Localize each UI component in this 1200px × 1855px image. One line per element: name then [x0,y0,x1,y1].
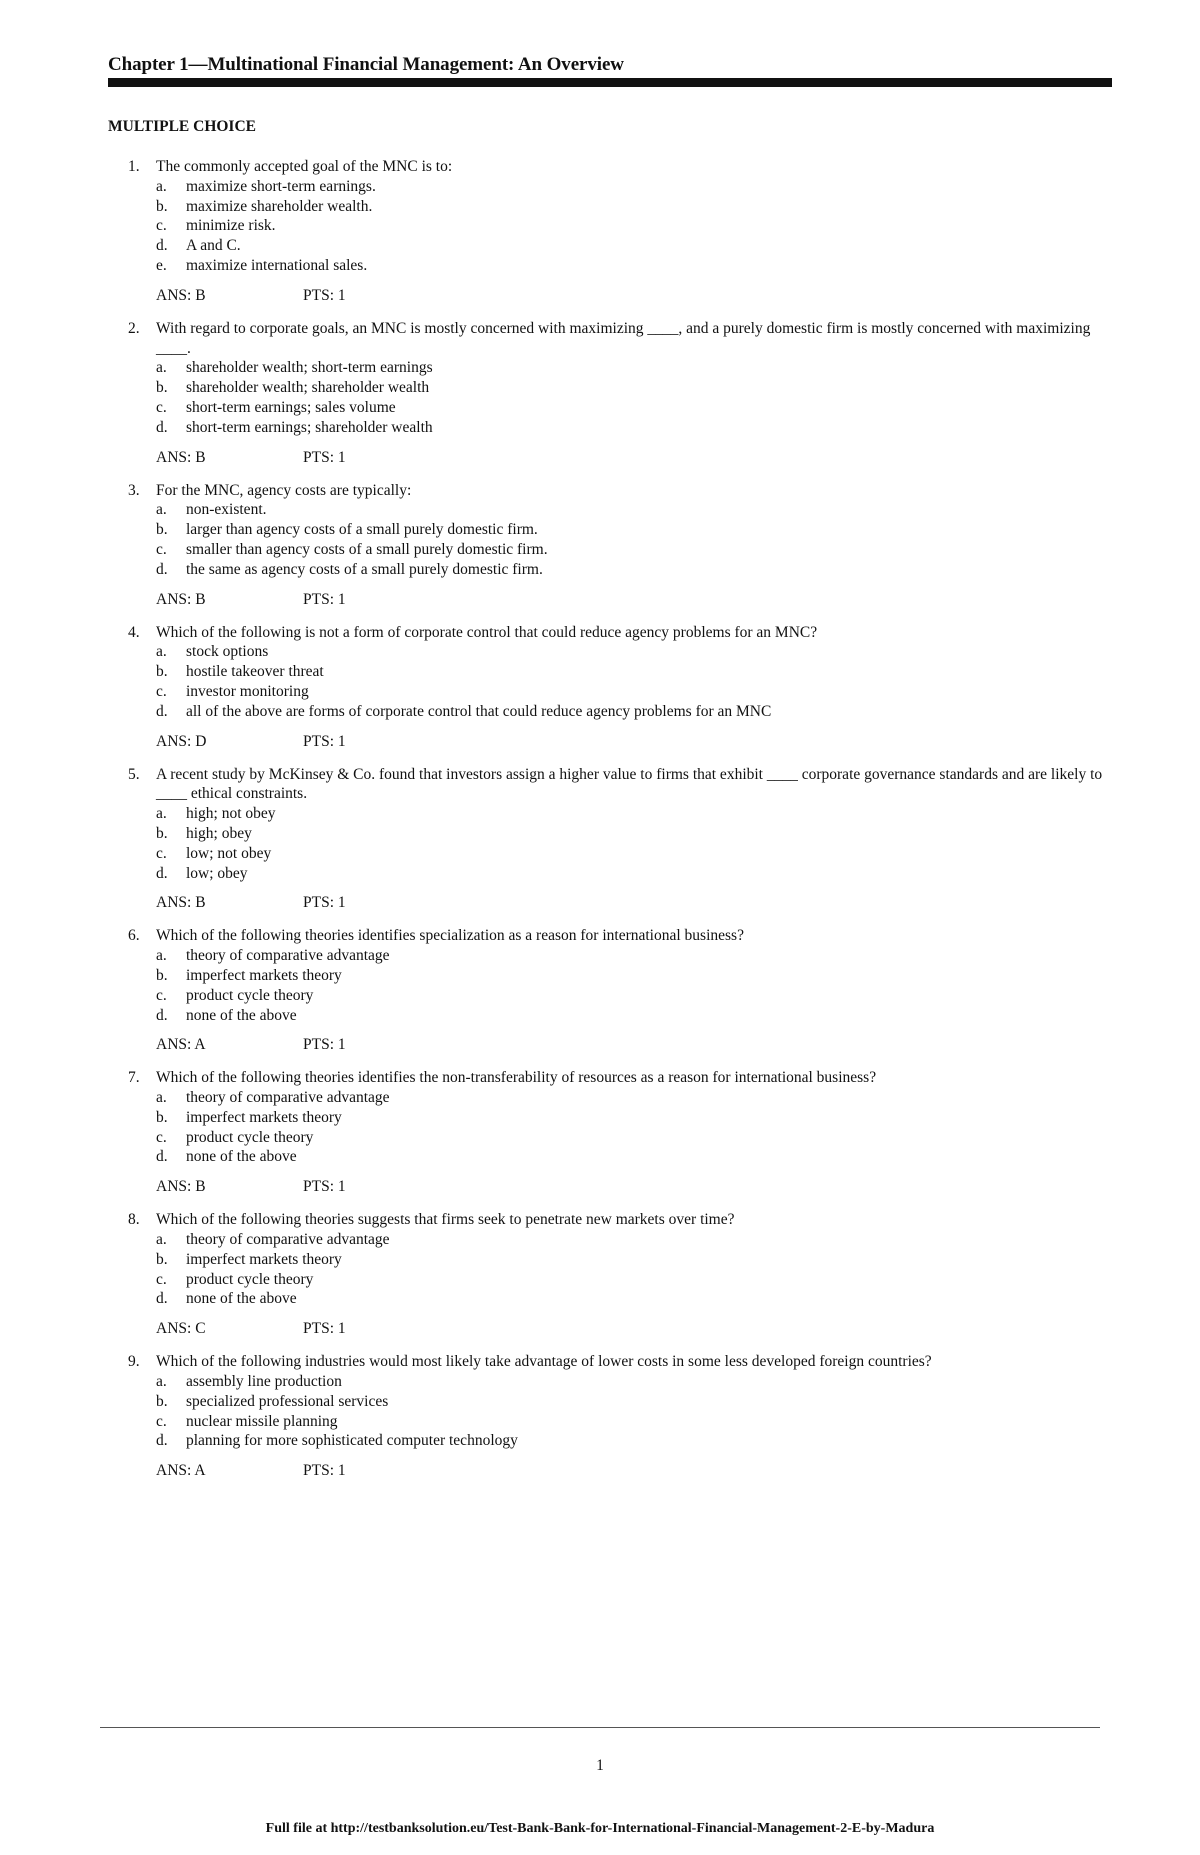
choice-list [0,500,1200,579]
choice-item [0,256,1200,276]
choice-item [0,1088,1200,1108]
choice-text: product cycle theory [186,986,314,1004]
choice-item [0,1108,1200,1128]
choice-item [0,1392,1200,1412]
choice-letter: b. [156,379,168,397]
question-number: 1. [128,158,140,175]
answer-row [0,1035,1200,1055]
choice-letter: c. [156,1412,167,1430]
choice-item [0,418,1200,438]
choice-text: the same as agency costs of a small purely domestic firm. [186,560,543,578]
choice-text: low; not obey [186,844,272,862]
choice-item [0,500,1200,520]
answer-row [0,448,1200,468]
choice-letter: b. [156,824,168,842]
question-stem [0,1352,1200,1372]
footer-link[interactable]: Full file at http://testbanksolution.eu/Test-Bank-Bank-for-International-Financial-Management-2-E-by-Madura [265,1821,935,1836]
choice-text: high; not obey [186,805,276,823]
choice-text: nuclear missile planning [186,1412,338,1430]
choice-letter: a. [156,805,167,823]
choice-item [0,966,1200,986]
choice-text: all of the above are forms of corporate control that could reduce agency problems for an MNC [186,702,772,720]
choice-text: theory of comparative advantage [186,1231,390,1249]
choice-item [0,1412,1200,1432]
question-number: 9. [128,1353,140,1371]
choice-text: non-existent. [186,501,267,519]
choice-text: assembly line production [186,1373,342,1391]
choice-item [0,662,1200,682]
choice-item [0,197,1200,217]
choice-letter: e. [156,256,167,274]
question-item [0,157,1200,306]
points-value: PTS: 1 [303,590,346,608]
question-stem [0,319,1200,359]
answer-row [0,893,1200,913]
page-number: 1 [596,1757,604,1774]
answer-key: ANS: B [156,1178,206,1196]
choice-text: short-term earnings; shareholder wealth [186,418,433,436]
choice-letter: b. [156,1392,168,1410]
choice-letter: d. [156,1432,168,1450]
question-stem [0,926,1200,946]
choice-text: imperfect markets theory [186,1250,342,1268]
answer-row [0,590,1200,610]
choice-item [0,804,1200,824]
answer-row [0,1177,1200,1197]
question-text: The commonly accepted goal of the MNC is to: [156,158,453,175]
points-value: PTS: 1 [303,894,346,912]
question-number: 5. [128,765,140,783]
question-stem [0,623,1200,643]
choice-letter: d. [156,702,168,720]
choice-letter: a. [156,359,167,377]
choice-letter: b. [156,966,168,984]
choice-text: product cycle theory [186,1270,314,1288]
choice-letter: d. [156,237,168,255]
choice-text: theory of comparative advantage [186,1089,390,1107]
choice-text: maximize shareholder wealth. [186,197,373,215]
answer-key: ANS: B [156,448,206,466]
choice-text: hostile takeover threat [186,663,324,681]
choice-letter: d. [156,1148,168,1166]
question-item [0,1210,1200,1339]
choice-letter: c. [156,1128,167,1146]
answer-row [0,1461,1200,1481]
choice-text: imperfect markets theory [186,966,342,984]
question-item [0,623,1200,752]
choice-item [0,986,1200,1006]
question-number: 8. [128,1211,140,1229]
answer-key: ANS: D [156,732,207,750]
choice-item [0,1250,1200,1270]
choice-letter: a. [156,643,167,661]
choice-letter: a. [156,177,167,195]
choice-letter: b. [156,1108,168,1126]
choice-list [0,946,1200,1025]
choice-item [0,177,1200,197]
question-text: A recent study by McKinsey & Co. found that investors assign a higher value to firms that exhibit ____ corporate governance standards and are likely to ____ ethical constraints. [156,765,1103,803]
points-value: PTS: 1 [303,1036,346,1054]
choice-item [0,236,1200,256]
choice-letter: d. [156,1290,168,1308]
points-value: PTS: 1 [303,732,346,750]
choice-item [0,1128,1200,1148]
choice-letter: a. [156,1089,167,1107]
choice-letter: c. [156,398,167,416]
question-number: 7. [128,1069,140,1087]
choice-text: product cycle theory [186,1128,314,1146]
choice-list [0,1372,1200,1451]
choice-item [0,1270,1200,1290]
choice-item [0,398,1200,418]
points-value: PTS: 1 [303,286,346,304]
title-rule [108,78,1112,87]
answer-key: ANS: A [156,1036,206,1054]
choice-letter: d. [156,864,168,882]
choice-letter: d. [156,560,168,578]
choice-letter: c. [156,844,167,862]
choice-item [0,216,1200,236]
choice-text: theory of comparative advantage [186,947,390,965]
points-value: PTS: 1 [303,1178,346,1196]
choice-item [0,1372,1200,1392]
choice-text: smaller than agency costs of a small purely domestic firm. [186,540,548,558]
choice-text: short-term earnings; sales volume [186,398,396,416]
choice-item [0,1147,1200,1167]
answer-key: ANS: C [156,1320,206,1338]
choice-text: none of the above [186,1290,297,1308]
question-text: Which of the following industries would most likely take advantage of lower costs in some less developed foreign countries? [156,1353,932,1371]
answer-row [0,732,1200,752]
choice-item [0,520,1200,540]
choice-letter: b. [156,197,168,215]
choice-letter: a. [156,1231,167,1249]
choice-item [0,560,1200,580]
points-value: PTS: 1 [303,1462,346,1480]
choice-text: maximize international sales. [186,256,368,274]
choice-item [0,642,1200,662]
question-item [0,765,1200,914]
chapter-title: Chapter 1—Multinational Financial Management: An Overview [108,54,624,75]
question-text: Which of the following theories identifies the non-transferability of resources as a reason for international business? [156,1069,877,1087]
choice-list [0,177,1200,276]
choice-letter: d. [156,1006,168,1024]
question-text: Which of the following theories identifies specialization as a reason for international business? [156,927,744,945]
choice-text: none of the above [186,1148,297,1166]
choice-letter: a. [156,947,167,965]
choice-letter: c. [156,540,167,558]
choice-item [0,1006,1200,1026]
choice-item [0,682,1200,702]
question-number: 6. [128,927,140,945]
choice-text: maximize short-term earnings. [186,177,376,195]
question-item [0,319,1200,468]
choice-list [0,642,1200,721]
question-text: For the MNC, agency costs are typically: [156,481,412,499]
choice-item [0,946,1200,966]
choice-letter: b. [156,663,168,681]
question-text: Which of the following is not a form of corporate control that could reduce agency problems for an MNC? [156,623,818,641]
question-stem [0,157,1200,177]
choice-item [0,864,1200,884]
question-number: 4. [128,623,140,641]
choice-text: A and C. [186,237,241,255]
question-stem [0,1210,1200,1230]
answer-key: ANS: B [156,286,206,304]
question-stem [0,481,1200,501]
choice-item [0,358,1200,378]
footer-rule [100,1727,1100,1728]
choice-text: shareholder wealth; shareholder wealth [186,379,430,397]
question-item [0,481,1200,610]
choice-letter: b. [156,521,168,539]
choice-list [0,804,1200,883]
choice-item [0,1431,1200,1451]
choice-letter: a. [156,501,167,519]
choice-text: none of the above [186,1006,297,1024]
answer-row [0,1319,1200,1339]
choice-item [0,378,1200,398]
choice-text: larger than agency costs of a small purely domestic firm. [186,521,538,539]
choice-letter: c. [156,986,167,1004]
choice-text: shareholder wealth; short-term earnings [186,359,433,377]
choice-letter: a. [156,1373,167,1391]
choice-text: stock options [186,643,269,661]
answer-row [0,286,1200,306]
choice-text: minimize risk. [186,217,276,235]
choice-letter: d. [156,418,168,436]
points-value: PTS: 1 [303,1320,346,1338]
choice-text: specialized professional services [186,1392,389,1410]
choice-text: planning for more sophisticated computer technology [186,1432,518,1450]
choice-item [0,1230,1200,1250]
section-heading: MULTIPLE CHOICE [108,118,256,135]
choice-letter: c. [156,217,167,235]
choice-item [0,844,1200,864]
choice-list [0,1088,1200,1167]
points-value: PTS: 1 [303,448,346,466]
question-number: 3. [128,481,140,499]
choice-text: imperfect markets theory [186,1108,342,1126]
choice-item [0,824,1200,844]
question-stem [0,765,1200,805]
question-text: Which of the following theories suggests that firms seek to penetrate new markets over time? [156,1211,735,1229]
choice-text: investor monitoring [186,682,309,700]
answer-key: ANS: B [156,590,206,608]
choice-list [0,358,1200,437]
choice-letter: c. [156,682,167,700]
question-item [0,1068,1200,1197]
choice-item [0,1289,1200,1309]
choice-text: high; obey [186,824,252,842]
choice-item [0,702,1200,722]
choice-item [0,540,1200,560]
choice-letter: c. [156,1270,167,1288]
choice-letter: b. [156,1250,168,1268]
answer-key: ANS: B [156,894,206,912]
question-text: With regard to corporate goals, an MNC is mostly concerned with maximizing ____, and a purely domestic firm is mostly concerned with maximizing ____. [156,319,1091,357]
question-list [0,157,1200,1494]
answer-key: ANS: A [156,1462,206,1480]
question-item [0,926,1200,1055]
choice-text: low; obey [186,864,248,882]
question-stem [0,1068,1200,1088]
question-number: 2. [128,319,140,337]
question-item [0,1352,1200,1481]
choice-list [0,1230,1200,1309]
